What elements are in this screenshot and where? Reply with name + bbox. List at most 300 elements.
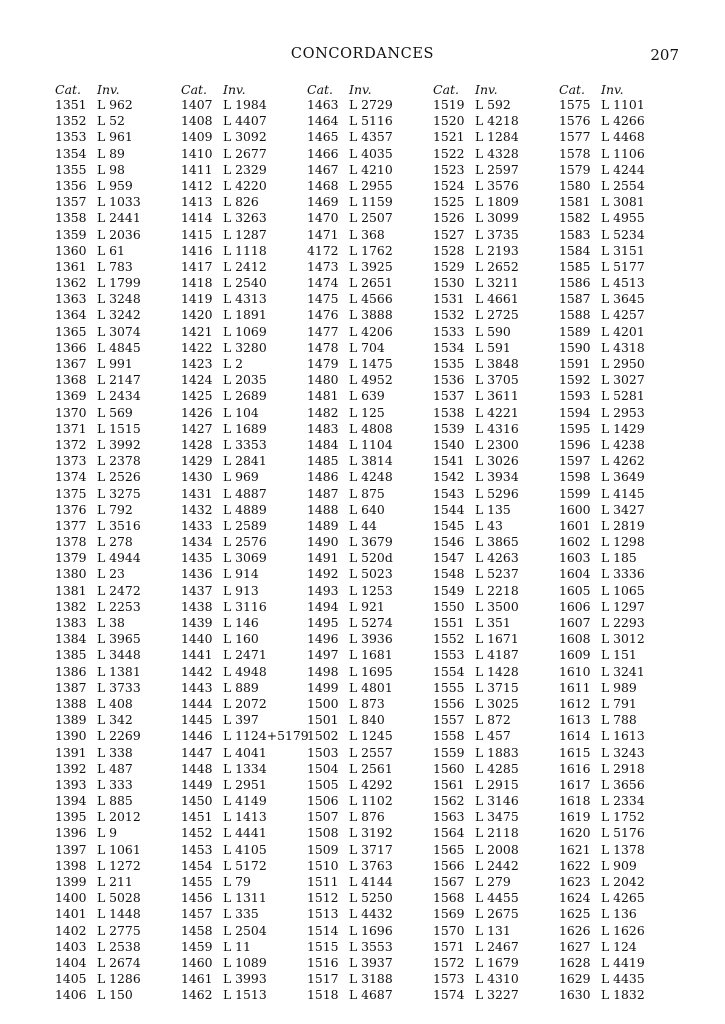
concordance-column (433, 82, 557, 1004)
table-row (433, 534, 557, 550)
table-row (433, 631, 557, 647)
cat-number: 1593 (559, 388, 591, 404)
inv-number: L 1679 (475, 954, 519, 970)
inv-number: L 1752 (601, 809, 645, 825)
table-row (55, 502, 179, 518)
table-row (55, 761, 179, 777)
cat-number: 1445 (181, 712, 213, 728)
table-row (559, 146, 683, 162)
table-row (181, 388, 305, 404)
inv-number: L 125 (349, 404, 385, 420)
inv-number: L 3679 (349, 534, 393, 550)
table-row (433, 599, 557, 615)
inv-number: L 1284 (475, 129, 519, 145)
table-row (181, 405, 305, 421)
table-row (55, 534, 179, 550)
inv-number: L 3263 (223, 210, 267, 226)
concordance-column (559, 82, 683, 1004)
cat-number: 1395 (55, 809, 87, 825)
cat-number: 1587 (559, 291, 591, 307)
table-row (433, 890, 557, 906)
inv-number: L 160 (223, 631, 259, 647)
inv-number: L 704 (349, 339, 385, 355)
cat-number: 1626 (559, 922, 591, 938)
table-row (559, 178, 683, 194)
inv-number: L 959 (97, 177, 133, 193)
inv-number: L 4952 (349, 372, 393, 388)
cat-number: 1486 (307, 469, 339, 485)
inv-number: L 2442 (475, 857, 519, 873)
cat-number: 1574 (433, 987, 465, 1003)
table-row (433, 437, 557, 453)
table-row (559, 275, 683, 291)
inv-number: L 2557 (349, 744, 393, 760)
inv-number: L 4316 (475, 420, 519, 436)
cat-number: 1545 (433, 517, 465, 533)
inv-number: L 2561 (349, 760, 393, 776)
cat-number: 1420 (181, 307, 213, 323)
table-row (559, 113, 683, 129)
concordance-column (181, 82, 309, 1004)
table-row (181, 340, 305, 356)
table-row (307, 971, 431, 987)
inv-number: L 2042 (601, 874, 645, 889)
table-row (433, 923, 557, 939)
cat-number: 1372 (55, 436, 87, 452)
cat-number: 1625 (559, 906, 591, 922)
inv-number: L 1695 (349, 663, 393, 679)
inv-number: L 792 (97, 501, 133, 517)
cat-number: 1528 (433, 242, 465, 258)
cat-number: 1382 (55, 598, 87, 614)
table-row (559, 906, 683, 922)
cat-number: 1532 (433, 307, 465, 323)
inv-number: L 989 (601, 679, 637, 695)
cat-number: 1370 (55, 404, 87, 420)
table-row (559, 777, 683, 793)
inv-number: L 1613 (601, 728, 645, 744)
table-row (181, 971, 305, 987)
cat-number: 1624 (559, 890, 591, 906)
inv-number: L 2953 (601, 404, 645, 420)
table-row (433, 194, 557, 210)
table-row (55, 874, 179, 890)
inv-number: L 3336 (601, 566, 645, 582)
cat-number: 1571 (433, 938, 465, 954)
cat-number: 1509 (307, 841, 339, 857)
cat-number: 1586 (559, 275, 591, 291)
inv-number: L 3992 (97, 436, 141, 452)
cat-number: 1377 (55, 517, 87, 533)
table-row (181, 469, 305, 485)
cat-number: 1605 (559, 582, 591, 598)
table-row (55, 615, 179, 631)
table-row (55, 421, 179, 437)
cat-number: 1572 (433, 954, 465, 970)
inv-number: L 79 (223, 874, 251, 889)
cat-number: 1559 (433, 744, 465, 760)
inv-number: L 3925 (349, 258, 393, 274)
inv-number: L 991 (97, 356, 133, 371)
table-row (559, 469, 683, 485)
table-row (181, 162, 305, 178)
cat-number: 1433 (181, 517, 213, 533)
table-row (433, 664, 557, 680)
cat-number: 1608 (559, 631, 591, 647)
table-row (307, 405, 431, 421)
cat-number: 1410 (181, 145, 213, 161)
table-row (433, 728, 557, 744)
inv-number: L 3074 (97, 323, 141, 339)
cat-number: 1389 (55, 712, 87, 728)
cat-number: 1449 (181, 776, 213, 792)
table-row (181, 275, 305, 291)
inv-number: L 4808 (349, 420, 393, 436)
cat-number: 1376 (55, 501, 87, 517)
cat-number: 1573 (433, 971, 465, 987)
cat-number: 1497 (307, 647, 339, 663)
inv-number: L 4265 (601, 890, 645, 906)
inv-number: L 211 (97, 874, 133, 889)
inv-number: L 1101 (601, 97, 645, 112)
inv-number: L 1124+5179 (223, 728, 309, 744)
table-row (307, 647, 431, 663)
cat-number: 1630 (559, 987, 591, 1003)
cat-number: 1365 (55, 323, 87, 339)
inv-number: L 3099 (475, 210, 519, 226)
cat-number: 1468 (307, 177, 339, 193)
inv-number: L 4889 (223, 501, 267, 517)
table-row (559, 372, 683, 388)
cat-number: 1607 (559, 615, 591, 630)
inv-number: L 131 (475, 922, 511, 938)
inv-number: L 969 (223, 469, 259, 485)
table-row (559, 842, 683, 858)
cat-number: 1606 (559, 598, 591, 614)
cat-number: 1427 (181, 420, 213, 436)
table-row (181, 680, 305, 696)
cat-number: 1614 (559, 728, 591, 744)
table-row (181, 906, 305, 922)
inv-number: L 4357 (349, 129, 393, 145)
inv-number: L 4313 (223, 291, 267, 307)
inv-number: L 1378 (601, 841, 645, 857)
table-row (559, 421, 683, 437)
cat-number: 1548 (433, 566, 465, 582)
cat-number: 1526 (433, 210, 465, 226)
table-row (181, 631, 305, 647)
inv-number: L 4292 (349, 776, 393, 792)
inv-number: L 44 (349, 517, 377, 533)
table-row (433, 405, 557, 421)
table-row (55, 890, 179, 906)
inv-number: L 2674 (97, 954, 141, 970)
cat-number: 1459 (181, 938, 213, 954)
table-row (55, 631, 179, 647)
cat-number: 1531 (433, 291, 465, 307)
cat-number: 1629 (559, 971, 591, 987)
cat-number: 1436 (181, 566, 213, 582)
table-row (307, 291, 431, 307)
cat-number: 1594 (559, 404, 591, 420)
table-row (307, 842, 431, 858)
cat-number: 1550 (433, 598, 465, 614)
inv-number: L 2597 (475, 161, 519, 177)
inv-number: L 3936 (349, 631, 393, 647)
table-row (559, 987, 683, 1003)
inv-number: L 43 (475, 517, 503, 533)
inv-number: L 4887 (223, 485, 267, 501)
inv-number: L 3188 (349, 971, 393, 987)
cat-number: 1400 (55, 890, 87, 906)
concordance-column (55, 82, 179, 1004)
table-row (55, 858, 179, 874)
cat-number: 1551 (433, 615, 465, 630)
inv-number: L 875 (349, 485, 385, 501)
cat-number: 1479 (307, 356, 339, 371)
table-row (307, 113, 431, 129)
cat-number: 1478 (307, 339, 339, 355)
inv-number: L 4468 (601, 129, 645, 145)
cat-number: 1512 (307, 890, 339, 906)
cat-number: 1425 (181, 388, 213, 404)
table-row (559, 162, 683, 178)
cat-number: 1356 (55, 177, 87, 193)
cat-number: 1565 (433, 841, 465, 857)
table-row (55, 793, 179, 809)
inv-number: L 4948 (223, 663, 267, 679)
cat-number: 1477 (307, 323, 339, 339)
table-row (55, 825, 179, 841)
cat-number: 1515 (307, 938, 339, 954)
cat-number: 1582 (559, 210, 591, 226)
cat-number: 1357 (55, 194, 87, 210)
table-row (181, 825, 305, 841)
table-row (559, 825, 683, 841)
inv-number: L 3553 (349, 938, 393, 954)
table-row (307, 210, 431, 226)
inv-number: L 3735 (475, 226, 519, 242)
table-row (433, 243, 557, 259)
table-row (55, 680, 179, 696)
cat-number: 1599 (559, 485, 591, 501)
cat-number: 1451 (181, 809, 213, 825)
inv-number: L 1118 (223, 242, 267, 258)
table-row (181, 647, 305, 663)
table-row (55, 987, 179, 1003)
inv-number: L 1762 (349, 242, 393, 258)
table-row (181, 307, 305, 323)
inv-number: L 3656 (601, 776, 645, 792)
table-row (307, 129, 431, 145)
table-row (307, 745, 431, 761)
cat-number: 1533 (433, 323, 465, 339)
table-row (55, 550, 179, 566)
table-row (181, 210, 305, 226)
inv-header: Inv. (475, 82, 498, 97)
cat-number: 1354 (55, 145, 87, 161)
table-row (181, 890, 305, 906)
cat-number: 1380 (55, 566, 87, 582)
table-row (559, 745, 683, 761)
inv-number: L 4187 (475, 647, 519, 663)
cat-number: 1367 (55, 356, 87, 371)
inv-number: L 4221 (475, 404, 519, 420)
table-row (559, 405, 683, 421)
table-row (433, 469, 557, 485)
inv-number: L 3012 (601, 631, 645, 647)
cat-number: 1569 (433, 906, 465, 922)
inv-number: L 961 (97, 129, 133, 145)
cat-number: 1409 (181, 129, 213, 145)
table-row (181, 178, 305, 194)
inv-number: L 3025 (475, 695, 519, 711)
table-row (559, 437, 683, 453)
table-row (55, 388, 179, 404)
inv-number: L 1253 (349, 582, 393, 598)
cat-header: Cat. (433, 82, 460, 97)
inv-number: L 3275 (97, 485, 141, 501)
column-rows (55, 97, 179, 1004)
cat-number: 1447 (181, 744, 213, 760)
inv-number: L 3243 (601, 744, 645, 760)
cat-number: 1529 (433, 258, 465, 274)
table-row (559, 340, 683, 356)
cat-number: 1488 (307, 501, 339, 517)
cat-number: 1516 (307, 954, 339, 970)
inv-number: L 3500 (475, 598, 519, 614)
table-row (307, 583, 431, 599)
inv-number: L 909 (601, 857, 637, 873)
inv-number: L 3649 (601, 469, 645, 485)
table-row (433, 809, 557, 825)
inv-number: L 3705 (475, 372, 519, 388)
column-header (433, 82, 557, 97)
table-row (181, 664, 305, 680)
cat-number: 1481 (307, 388, 339, 404)
table-row (559, 615, 683, 631)
column-rows (559, 97, 683, 1004)
inv-number: L 569 (97, 404, 133, 420)
table-row (433, 566, 557, 582)
table-row (433, 939, 557, 955)
table-row (433, 210, 557, 226)
inv-number: L 185 (601, 550, 637, 566)
inv-number: L 840 (349, 712, 385, 728)
cat-number: 1589 (559, 323, 591, 339)
inv-number: L 3516 (97, 517, 141, 533)
cat-number: 1601 (559, 517, 591, 533)
table-row (433, 324, 557, 340)
column-header (559, 82, 683, 97)
inv-number: L 2950 (601, 356, 645, 371)
inv-number: L 3211 (475, 275, 519, 291)
cat-number: 1456 (181, 890, 213, 906)
inv-number: L 3151 (601, 242, 645, 258)
cat-number: 1541 (433, 453, 465, 469)
table-row (559, 631, 683, 647)
cat-number: 1525 (433, 194, 465, 210)
table-row (307, 923, 431, 939)
inv-number: L 3242 (97, 307, 141, 323)
inv-number: L 2 (223, 356, 244, 371)
cat-number: 1378 (55, 534, 87, 550)
table-row (55, 696, 179, 712)
cat-number: 1413 (181, 194, 213, 210)
table-row (55, 566, 179, 582)
table-row (55, 842, 179, 858)
cat-number: 1463 (307, 97, 339, 112)
cat-number: 1616 (559, 760, 591, 776)
inv-number: L 5281 (601, 388, 645, 404)
inv-number: L 3227 (475, 987, 519, 1003)
table-row (433, 680, 557, 696)
table-row (181, 97, 305, 113)
cat-number: 1506 (307, 793, 339, 809)
cat-number: 1611 (559, 679, 591, 695)
cat-number: 1555 (433, 679, 465, 695)
table-row (181, 372, 305, 388)
inv-number: L 2008 (475, 841, 519, 857)
inv-number: L 1448 (97, 906, 141, 922)
cat-number: 1392 (55, 760, 87, 776)
cat-number: 1570 (433, 922, 465, 938)
inv-number: L 338 (97, 744, 133, 760)
inv-number: L 788 (601, 712, 637, 728)
cat-number: 1406 (55, 987, 87, 1003)
table-row (307, 809, 431, 825)
inv-number: L 368 (349, 226, 385, 242)
cat-number: 1609 (559, 647, 591, 663)
cat-number: 1398 (55, 857, 87, 873)
cat-number: 1527 (433, 226, 465, 242)
cat-number: 1430 (181, 469, 213, 485)
table-row (559, 259, 683, 275)
table-row (433, 825, 557, 841)
inv-number: L 3146 (475, 793, 519, 809)
table-row (433, 113, 557, 129)
inv-number: L 639 (349, 388, 385, 404)
cat-number: 1592 (559, 372, 591, 388)
table-row (433, 745, 557, 761)
inv-number: L 3448 (97, 647, 141, 663)
inv-number: L 2471 (223, 647, 267, 663)
inv-number: L 2918 (601, 760, 645, 776)
inv-number: L 278 (97, 534, 133, 550)
cat-number: 1603 (559, 550, 591, 566)
cat-number: 1567 (433, 874, 465, 889)
inv-number: L 5028 (97, 890, 141, 906)
inv-number: L 4845 (97, 339, 141, 355)
page-number: 207 (650, 46, 679, 64)
inv-number: L 4220 (223, 177, 267, 193)
table-row (55, 162, 179, 178)
cat-number: 1429 (181, 453, 213, 469)
inv-number: L 4266 (601, 113, 645, 129)
inv-number: L 2193 (475, 242, 519, 258)
table-row (307, 259, 431, 275)
cat-number: 1595 (559, 420, 591, 436)
cat-number: 1482 (307, 404, 339, 420)
cat-number: 1391 (55, 744, 87, 760)
table-row (433, 129, 557, 145)
inv-number: L 279 (475, 874, 511, 889)
table-row (307, 858, 431, 874)
table-row (433, 858, 557, 874)
cat-number: 1612 (559, 695, 591, 711)
table-row (307, 987, 431, 1003)
inv-number: L 1984 (223, 97, 267, 112)
